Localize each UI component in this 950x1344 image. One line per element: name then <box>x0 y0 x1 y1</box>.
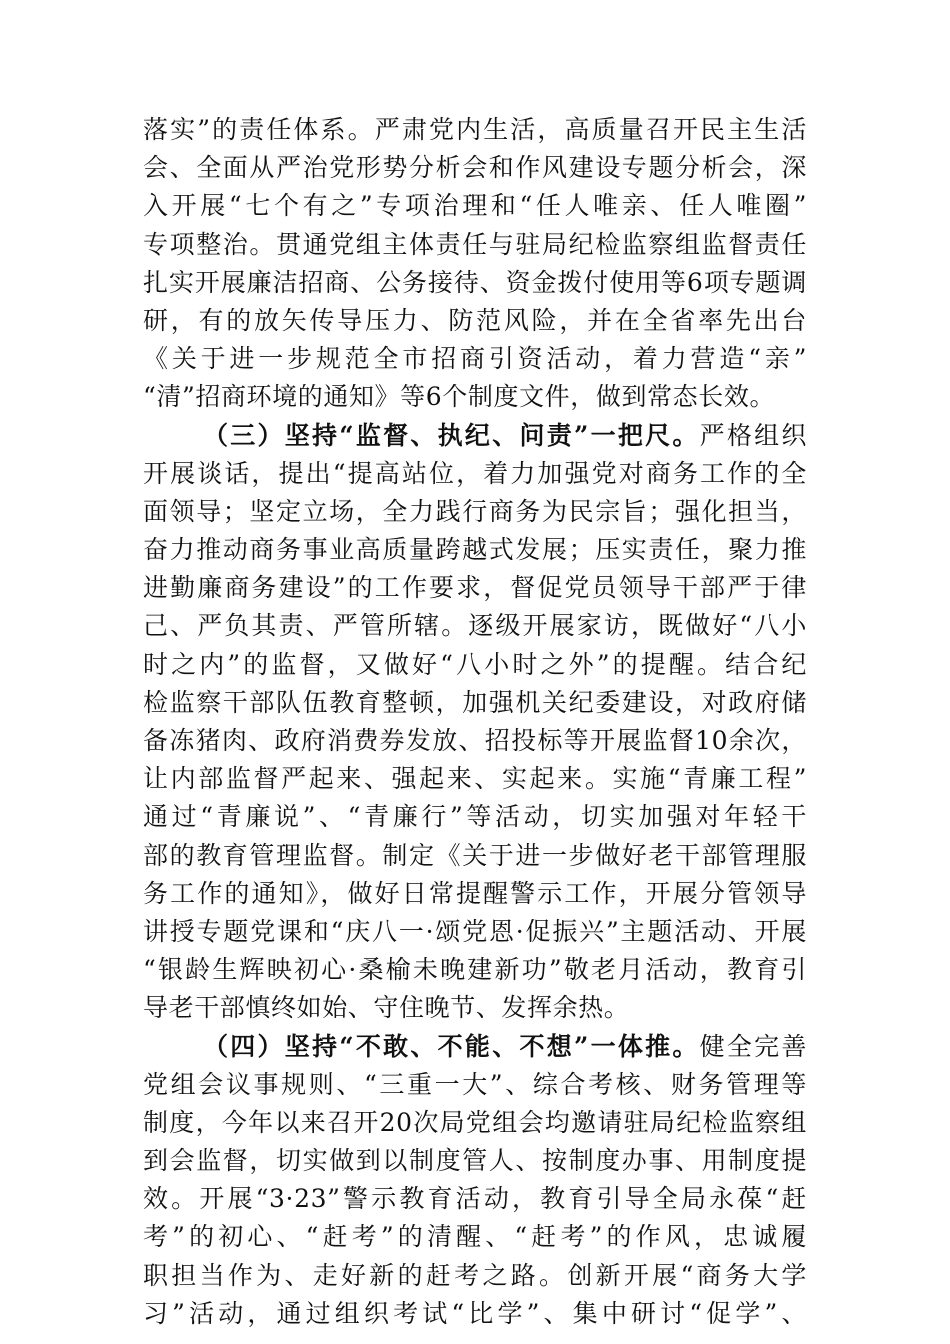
line-text: 时之内”的监督，又做好“八小时之外”的提醒。结合纪 <box>143 649 807 679</box>
line-text: 进勤廉商务建设”的工作要求，督促党员领导干部严于律 <box>143 573 807 603</box>
line-text: 制度，今年以来召开20次局党组会均邀请驻局纪检监察组 <box>143 1107 807 1137</box>
text-line <box>143 531 807 569</box>
line-text: 奋力推动商务事业高质量跨越式发展；压实责任，聚力推 <box>143 535 807 565</box>
text-line <box>143 111 807 149</box>
line-text: 己、严负其责、严管所辖。逐级开展家访，既做好“八小 <box>143 611 807 641</box>
text-line <box>143 455 807 493</box>
text-line <box>143 149 807 187</box>
text-line <box>143 187 807 225</box>
text-line <box>143 264 807 302</box>
text-line <box>143 1257 807 1295</box>
line-text: 部的教育管理监督。制定《关于进一步做好老干部管理服 <box>143 840 807 870</box>
text-line <box>143 1066 807 1104</box>
text-line <box>143 302 807 340</box>
line-text: 通过“青廉说”、“青廉行”等活动，切实加强对年轻干 <box>143 802 807 832</box>
line-text: 备冻猪肉、政府消费券发放、招投标等开展监督10余次， <box>143 726 807 755</box>
line-text: 研，有的放矢传导压力、防范风险，并在全省率先出台 <box>143 305 807 335</box>
line-text: 专项整治。贯通党组主体责任与驻局纪检监察组监督责任 <box>143 229 807 259</box>
text-line <box>143 340 807 378</box>
line-text: “银龄生辉映初心·桑榆未晚建新功”敬老月活动，教育引 <box>143 955 807 985</box>
text-line <box>143 1028 807 1066</box>
text-line <box>143 722 807 760</box>
text-line <box>143 607 807 645</box>
text-line <box>143 1180 807 1218</box>
text-line <box>143 226 807 264</box>
line-text: 职担当作为、走好新的赶考之路。创新开展“商务大学 <box>143 1260 807 1290</box>
line-text: 务工作的通知》，做好日常提醒警示工作，开展分管领导 <box>143 878 807 908</box>
text-line <box>143 913 807 951</box>
text-line <box>143 1142 807 1180</box>
line-text: 导老干部慎终如始、守住晚节、发挥余热。 <box>143 993 630 1023</box>
line-text: 效。开展“3·23”警示教育活动，教育引导全局永葆“赶 <box>143 1184 807 1214</box>
line-text: 到会监督，切实做到以制度管人、按制度办事、用制度提 <box>143 1146 807 1176</box>
section-heading: （四）坚持“不敢、不能、不想”一体推。 <box>203 1031 700 1061</box>
text-line <box>143 378 807 416</box>
text-line <box>143 875 807 913</box>
text-line <box>143 760 807 798</box>
line-text: 会、全面从严治党形势分析会和作风建设专题分析会，深 <box>143 153 807 183</box>
line-text: 扎实开展廉洁招商、公务接待、资金拨付使用等6项专题调 <box>143 267 807 297</box>
line-text: 习”活动，通过组织考试“比学”、集中研讨“促学”、 <box>143 1298 807 1328</box>
line-text: 党组会议事规则、“三重一大”、综合考核、财务管理等 <box>143 1069 807 1099</box>
line-text: 严格组织 <box>699 420 807 450</box>
text-line <box>143 1218 807 1256</box>
line-text: 考”的初心、“赶考”的清醒、“赶考”的作风，忠诚履 <box>143 1222 807 1252</box>
line-text: 面领导；坚定立场，全力践行商务为民宗旨；强化担当， <box>143 496 807 526</box>
line-text: 落实”的责任体系。严肃党内生活，高质量召开民主生活 <box>143 115 807 144</box>
text-line <box>143 493 807 531</box>
text-line <box>143 1104 807 1142</box>
line-text: 开展谈话，提出“提高站位，着力加强党对商务工作的全 <box>143 458 807 488</box>
text-line <box>143 646 807 684</box>
text-line <box>143 951 807 989</box>
text-line <box>143 684 807 722</box>
line-text: 《关于进一步规范全市招商引资活动，着力营造“亲” <box>143 344 807 374</box>
text-line <box>143 798 807 836</box>
text-line <box>143 417 807 455</box>
document-body <box>143 111 807 1333</box>
section-heading: （三）坚持“监督、执纪、问责”一把尺。 <box>203 420 700 450</box>
line-text: 健全完善 <box>699 1031 807 1061</box>
line-text: 入开展“七个有之”专项治理和“任人唯亲、任人唯圈” <box>143 191 807 221</box>
text-line <box>143 569 807 607</box>
text-line <box>143 837 807 875</box>
line-text: “清”招商环境的通知》等6个制度文件，做到常态长效。 <box>143 382 776 412</box>
line-text: 让内部监督严起来、强起来、实起来。实施“青廉工程” <box>143 764 807 794</box>
text-line <box>143 1295 807 1333</box>
line-text: 检监察干部队伍教育整顿，加强机关纪委建设，对政府储 <box>143 687 807 717</box>
text-line <box>143 989 807 1027</box>
line-text: 讲授专题党课和“庆八一·颂党恩·促振兴”主题活动、开展 <box>143 916 807 946</box>
